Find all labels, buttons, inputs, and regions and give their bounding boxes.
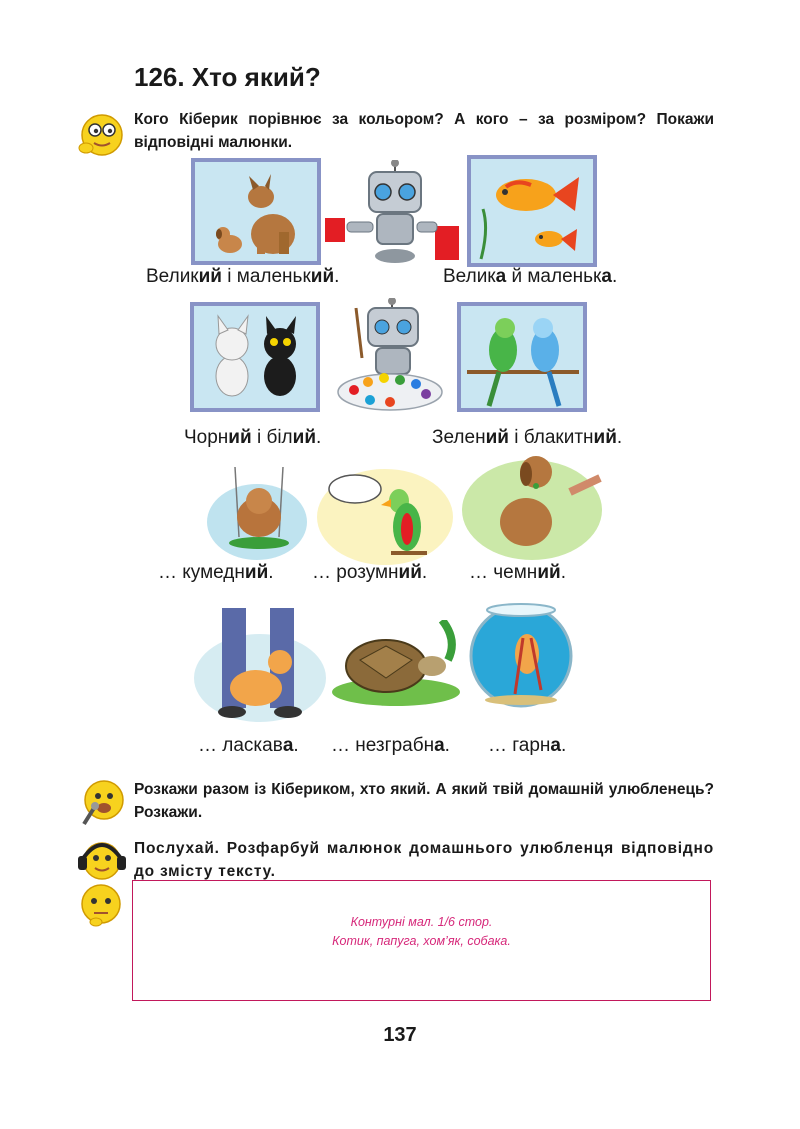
caption-row3-2: … розумний. — [312, 562, 428, 583]
fishbowl-picture — [467, 598, 575, 710]
placeholder-note-line-2: Котик, папуга, хом’як, собака. — [332, 934, 511, 948]
caption-green-and-blue: Зелений і блакитний. — [432, 427, 623, 448]
robot-kiberyk-icon — [325, 160, 465, 265]
robot-painter-icon — [330, 298, 452, 413]
task-3-text: Послухай. Розфарбуй малюнок домашнього улюбленця відповідно до змісту тексту. — [134, 840, 714, 880]
caption-big-and-small-masc: Великий і маленький. — [146, 266, 340, 287]
caption-row4-2: … незграбна. — [331, 735, 450, 756]
parrots-picture — [457, 302, 587, 412]
pensive-smiley-icon — [76, 882, 126, 928]
cat-at-legs-picture — [192, 608, 327, 723]
caption-row3-1: … кумедний. — [158, 562, 274, 583]
hamster-picture — [205, 467, 310, 562]
caption-row4-1: … ласкава. — [198, 735, 299, 756]
task-2-text: Розкажи разом із Кібериком, хто який. А який твій домашній улюбленець? Розкажи. — [134, 781, 714, 821]
talking-parrot-picture — [315, 467, 455, 567]
caption-row3-3: … чемний. — [469, 562, 566, 583]
puppy-picture — [460, 450, 605, 562]
turtle-picture — [330, 620, 462, 710]
thinking-smiley-icon — [76, 110, 128, 158]
coloring-placeholder-frame — [132, 880, 711, 1001]
fish-picture — [467, 155, 597, 267]
microphone-smiley-icon — [74, 778, 130, 828]
placeholder-note-line-1: Контурні мал. 1/6 стор. — [350, 915, 493, 929]
dogs-picture — [191, 158, 321, 265]
cats-picture — [190, 302, 320, 412]
headphones-smiley-icon — [76, 836, 128, 882]
task-1-text: Кого Кіберик порівнює за кольором? А кого – за розміром? Покажи відповідні малюнки. — [134, 111, 714, 151]
page-title: 126. Хто який? — [134, 62, 321, 92]
caption-black-and-white: Чорний і білий. — [184, 427, 322, 448]
caption-big-and-small-fem: Велика й маленька. — [443, 266, 618, 287]
caption-row4-3: … гарна. — [488, 735, 567, 756]
page-number: 137 — [383, 1024, 417, 1046]
